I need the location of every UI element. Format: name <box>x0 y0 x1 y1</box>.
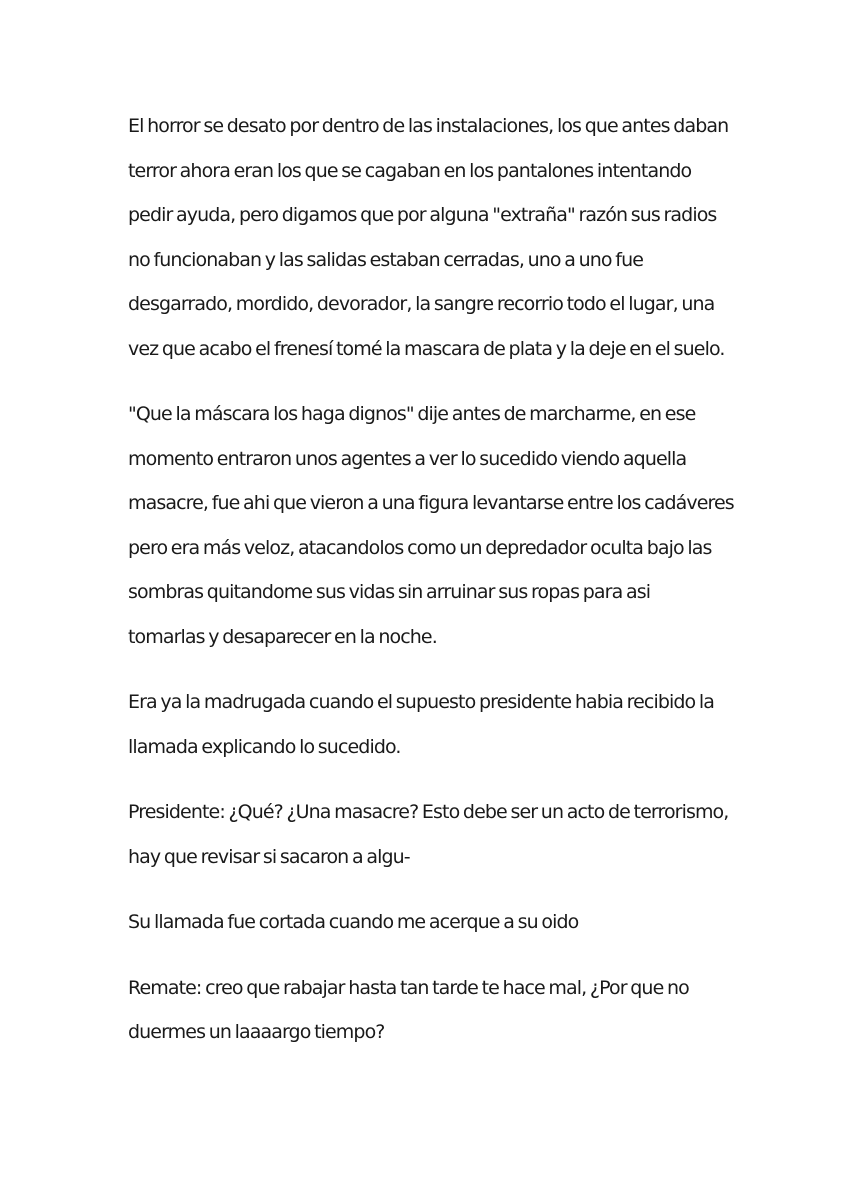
text-line: momento entraron unos agentes a ver lo sucedido viendo aquella <box>128 447 687 470</box>
paragraph-massacre <box>128 104 728 371</box>
text-line: masacre, fue ahi que vieron a una figura levantarse entre los cadáveres <box>128 492 734 514</box>
text-line: sombras quitandome sus vidas sin arruinar sus ropas para asi <box>128 581 651 603</box>
text-line: pedir ayuda, pero digamos que por alguna "extraña" razón sus radios <box>128 204 717 226</box>
text-line: vez que acabo el frenesí tomé la mascara de plata y la deje en el suelo. <box>128 337 725 360</box>
text-line: Remate: creo que rabajar hasta tan tarde te hace mal, ¿Por que no <box>128 976 689 999</box>
text-line: llamada explicando lo sucedido. <box>128 735 401 758</box>
text-line: Era ya la madrugada cuando el supuesto presidente habia recibido la <box>128 691 715 713</box>
text-line: tomarlas y desaparecer en la noche. <box>128 625 437 648</box>
text-line: terror ahora eran los que se cagaban en los pantalones intentando <box>128 159 692 182</box>
paragraph-remate-dialogue <box>128 966 728 1055</box>
paragraph-call-cut <box>128 900 728 945</box>
text-line: El horror se desato por dentro de las instalaciones, los que antes daban <box>128 115 729 137</box>
text-line: Su llamada fue cortada cuando me acerque a su oido <box>128 911 579 933</box>
text-line: no funcionaban y las salidas estaban cerradas, uno a uno fue <box>128 248 643 271</box>
paragraph-president-dialogue <box>128 790 728 879</box>
text-line: desgarrado, mordido, devorador, la sangre recorrio todo el lugar, una <box>128 293 715 315</box>
paragraph-dawn-call <box>128 680 728 769</box>
text-line: hay que revisar si sacaron a algu- <box>128 845 410 868</box>
text-line: Presidente: ¿Qué? ¿Una masacre? Esto debe ser un acto de terrorismo, <box>128 801 729 823</box>
paragraph-agents <box>128 392 734 659</box>
text-line: pero era más veloz, atacandolos como un depredador oculta bajo las <box>128 536 712 559</box>
text-line: "Que la máscara los haga dignos" dije antes de marcharme, en ese <box>128 403 696 425</box>
text-line: duermes un laaaargo tiempo? <box>128 1021 385 1043</box>
story-text <box>128 104 734 1076</box>
